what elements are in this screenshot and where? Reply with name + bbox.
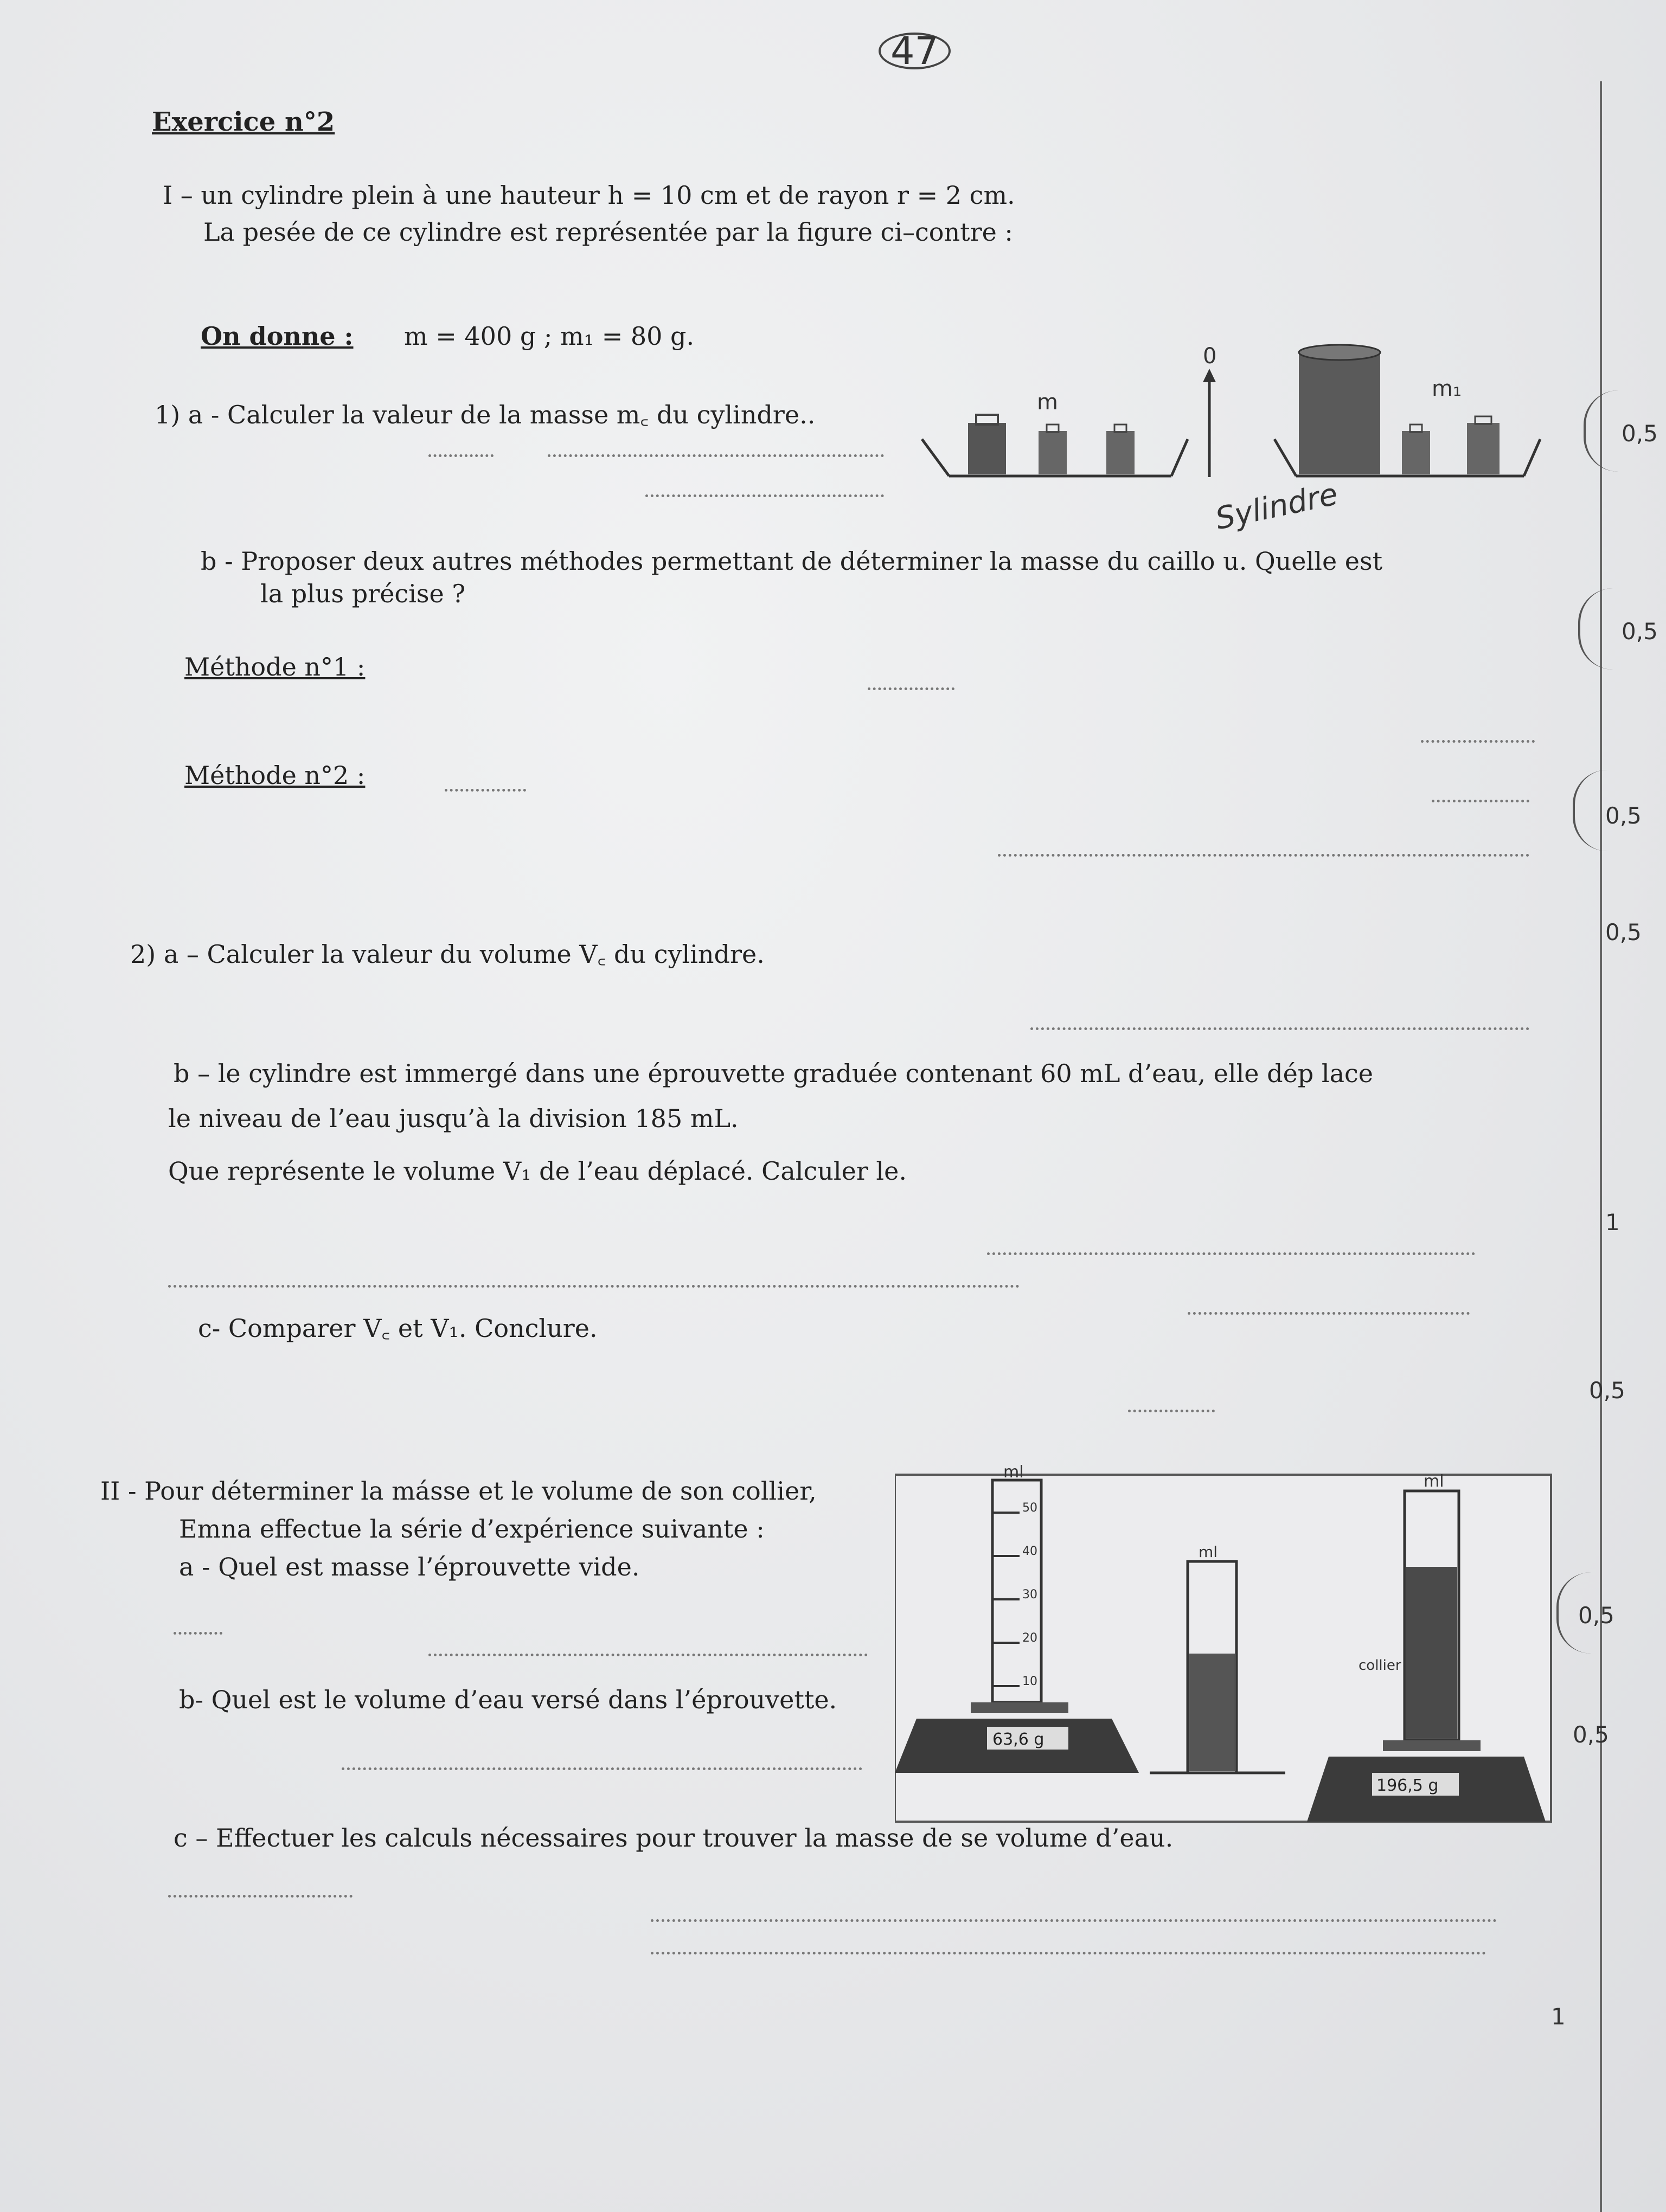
experiment-figure [895, 1453, 1556, 1843]
answer-line [168, 1285, 1020, 1288]
part2-intro: II - Pour déterminer la másse et le volume de son collier, [100, 1476, 817, 1506]
balance-left [922, 390, 1188, 476]
mark-bracket [1578, 588, 1613, 670]
question-2a: 2) a – Calculer la valeur du volume V꜀ du cylindre. [130, 940, 765, 969]
answer-line [1432, 800, 1529, 802]
answer-line [651, 1919, 1497, 1922]
scale-2-reading: 196,5 g [1376, 1776, 1439, 1795]
mark-part2-c: 1 [1551, 2003, 1566, 2030]
part1-intro2: La pesée de ce cylindre est représentée par la figure ci–contre : [203, 217, 1013, 247]
balance-figure [917, 342, 1556, 493]
mark-q2a: 0,5 [1605, 919, 1642, 946]
balance-right [1274, 345, 1540, 476]
label-m: m [1037, 390, 1058, 415]
answer-line [428, 1654, 868, 1656]
mark-q2b: 1 [1605, 1209, 1620, 1236]
question-1b-line2: la plus précise ? [260, 579, 466, 608]
part2-intro2: Emna effectue la série d’expérience suivante : [179, 1514, 765, 1544]
answer-line [1128, 1410, 1215, 1412]
svg-text:40: 40 [1022, 1545, 1037, 1558]
answer-line [168, 1895, 353, 1898]
handwritten-page-number: 47 [879, 33, 951, 69]
answer-line [1188, 1312, 1470, 1315]
question-2b-line2: le niveau de l’eau jusqu’à la division 185 mL. [168, 1104, 739, 1133]
answer-line [174, 1632, 222, 1635]
mark-q1a: 0,5 [1622, 420, 1658, 447]
method-1-label: Méthode n°1 : [184, 652, 366, 681]
svg-text:ml: ml [1199, 1543, 1218, 1561]
part1-intro: I – un cylindre plein à une hauteur h = 10 cm et de rayon r = 2 cm. [163, 181, 1015, 210]
svg-text:20: 20 [1022, 1631, 1037, 1645]
mark-bracket [1556, 1572, 1591, 1654]
handwritten-note: Sylindre [1212, 476, 1341, 537]
question-1b: b - Proposer deux autres méthodes permettant de déterminer la masse du caillo u. Quelle est [201, 546, 1383, 576]
question-2b: b – le cylindre est immergé dans une éprouvette graduée contenant 60 mL d’eau, elle dép lace [174, 1059, 1373, 1088]
mark-part2-a: 0,5 [1578, 1602, 1614, 1629]
mark-q1b: 0,5 [1622, 618, 1658, 645]
svg-text:10: 10 [1022, 1675, 1037, 1688]
exercise-title: Exercice n°2 [152, 107, 335, 137]
label-m1: m₁ [1432, 376, 1462, 401]
method-2-label: Méthode n°2 : [184, 761, 366, 790]
given-values: m = 400 g ; m₁ = 80 g. [404, 321, 695, 351]
balance-pointer [1203, 344, 1216, 477]
question-2b-line3: Que représente le volume V₁ de l’eau déplacé. Calculer le. [168, 1156, 907, 1186]
answer-line [998, 854, 1529, 857]
part2-question-b: b- Quel est le volume d’eau versé dans l’éprouvette. [179, 1685, 837, 1714]
collier-label: collier [1359, 1657, 1401, 1674]
label-zero: 0 [1203, 344, 1217, 369]
mark-bracket [1584, 390, 1618, 472]
svg-text:ml: ml [1424, 1472, 1444, 1491]
svg-text:50: 50 [1022, 1501, 1037, 1515]
answer-line [342, 1767, 862, 1770]
question-1a: 1) a - Calculer la valeur de la masse m꜀ du cylindre.. [155, 400, 816, 429]
answer-line [1421, 740, 1535, 743]
part2-question-c: c – Effectuer les calculs nécessaires pour trouver la masse de se volume d’eau. [174, 1823, 1174, 1853]
answer-line [987, 1252, 1475, 1255]
scale-1-reading: 63,6 g [992, 1730, 1045, 1749]
answer-line [548, 454, 884, 457]
mark-q2c: 0,5 [1589, 1377, 1625, 1404]
answer-line [445, 789, 526, 792]
mark-part2-b: 0,5 [1573, 1721, 1609, 1748]
answer-line [645, 494, 884, 497]
question-2c: c- Comparer V꜀ et V₁. Conclure. [198, 1314, 598, 1343]
part2-question-a: a - Quel est masse l’éprouvette vide. [179, 1552, 640, 1581]
given-label: On donne : [201, 321, 354, 351]
mark-method2: 0,5 [1605, 802, 1642, 829]
answer-line [868, 687, 954, 690]
svg-text:30: 30 [1022, 1588, 1037, 1602]
svg-text:ml: ml [1003, 1463, 1024, 1482]
answer-line [1030, 1027, 1529, 1030]
answer-line [651, 1952, 1486, 1954]
mark-bracket [1573, 770, 1607, 851]
answer-line [428, 454, 494, 457]
